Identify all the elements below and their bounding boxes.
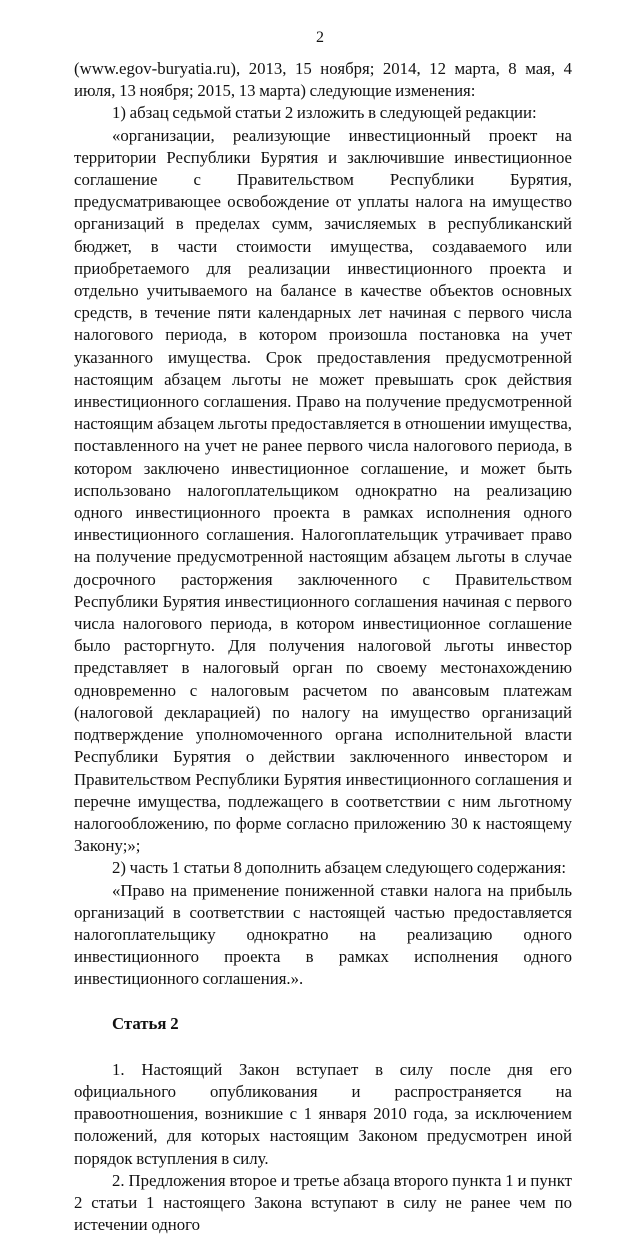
page-number: 2 [316,29,324,46]
paragraph-amendment-1-text: «организации, реализующие инвестиционный проект на территории Республики Бурятия и заключившие инвестиционное соглашение с Правительством Республики Бурятия, предусматривающее освобождение от уплаты налога на имущество организаций в пределах сумм, зачисляемых в республиканский бюджет, в части стоимости имущества, создаваемого или приобретаемого для реализации инвестиционного проекта и отдельно учитываемого на балансе в качестве объектов основных средств, в течение пяти календарных лет начиная с первого числа налогового периода, в котором произошла постановка на учет указанного имущества. Срок предоставления предусмотренной настоящим абзацем льготы не может превышать срок действия инвестиционного соглашения. Право на получение предусмотренной настоящим абзацем льготы предоставляется в отношении имущества, поставленного на учет не ранее первого числа налогового периода, в котором заключено инвестиционное соглашение, и может быть использовано налогоплательщиком однократно на реализацию одного инвестиционного проекта в рамках исполнения одного инвестиционного соглашения. Налогоплательщик утрачивает право на получение предусмотренной настоящим абзацем льготы в случае досрочного расторжения заключенного с Правительством Республики Бурятия инвестиционного соглашения начиная с первого числа налогового периода, в котором инвестиционное соглашение было расторгнуто. Для получения налоговой льготы инвестор представляет в налоговый орган по своему местонахождению одновременно с налоговым расчетом по авансовым платежам (налоговой декларацией) по налогу на имущество организаций подтверждение уполномоченного органа исполнительной власти Республики Бурятия о действии заключенного инвестором и Правительством Республики Бурятия инвестиционного соглашения и перечне имущества, подлежащего в соответствии с ним льготному налогообложению, по форме согласно приложению 30 к настоящему Закону;»; [74,125,572,856]
paragraph-amendment-2-text: «Право на применение пониженной ставки налога на прибыль организаций в соответствии с настоящей частью предоставляется налогоплательщику однократно на реализацию одного инвестиционного проекта в рамках исполнения одного инвестиционного соглашения.». [74,880,572,989]
article-paragraph-2: 2. Предложения второе и третье абзаца второго пункта 1 и пункт 2 статьи 1 настоящего Закона вступают в силу не ранее чем по истечении одного [74,1170,572,1235]
paragraph-intro-continuation: (www.egov-buryatia.ru), 2013, 15 ноября; 2014, 12 марта, 8 мая, 4 июля, 13 ноября; 2015, 13 марта) следующие изменения: [74,59,572,101]
paragraph-amendment-1: 1) абзац седьмой статьи 2 изложить в следующей редакции: [112,103,537,123]
document-body [74,58,572,1236]
article-paragraph-1: 1. Настоящий Закон вступает в силу после дня его официального опубликования и распространяется на правоотношения, возникшие с 1 января 2010 года, за исключением положений, для которых настоящим Законом предусмотрен иной порядок вступления в силу. [74,1059,572,1168]
article-heading: Статья 2 [112,1013,179,1033]
paragraph-amendment-2: 2) часть 1 статьи 8 дополнить абзацем следующего содержания: [112,858,566,878]
